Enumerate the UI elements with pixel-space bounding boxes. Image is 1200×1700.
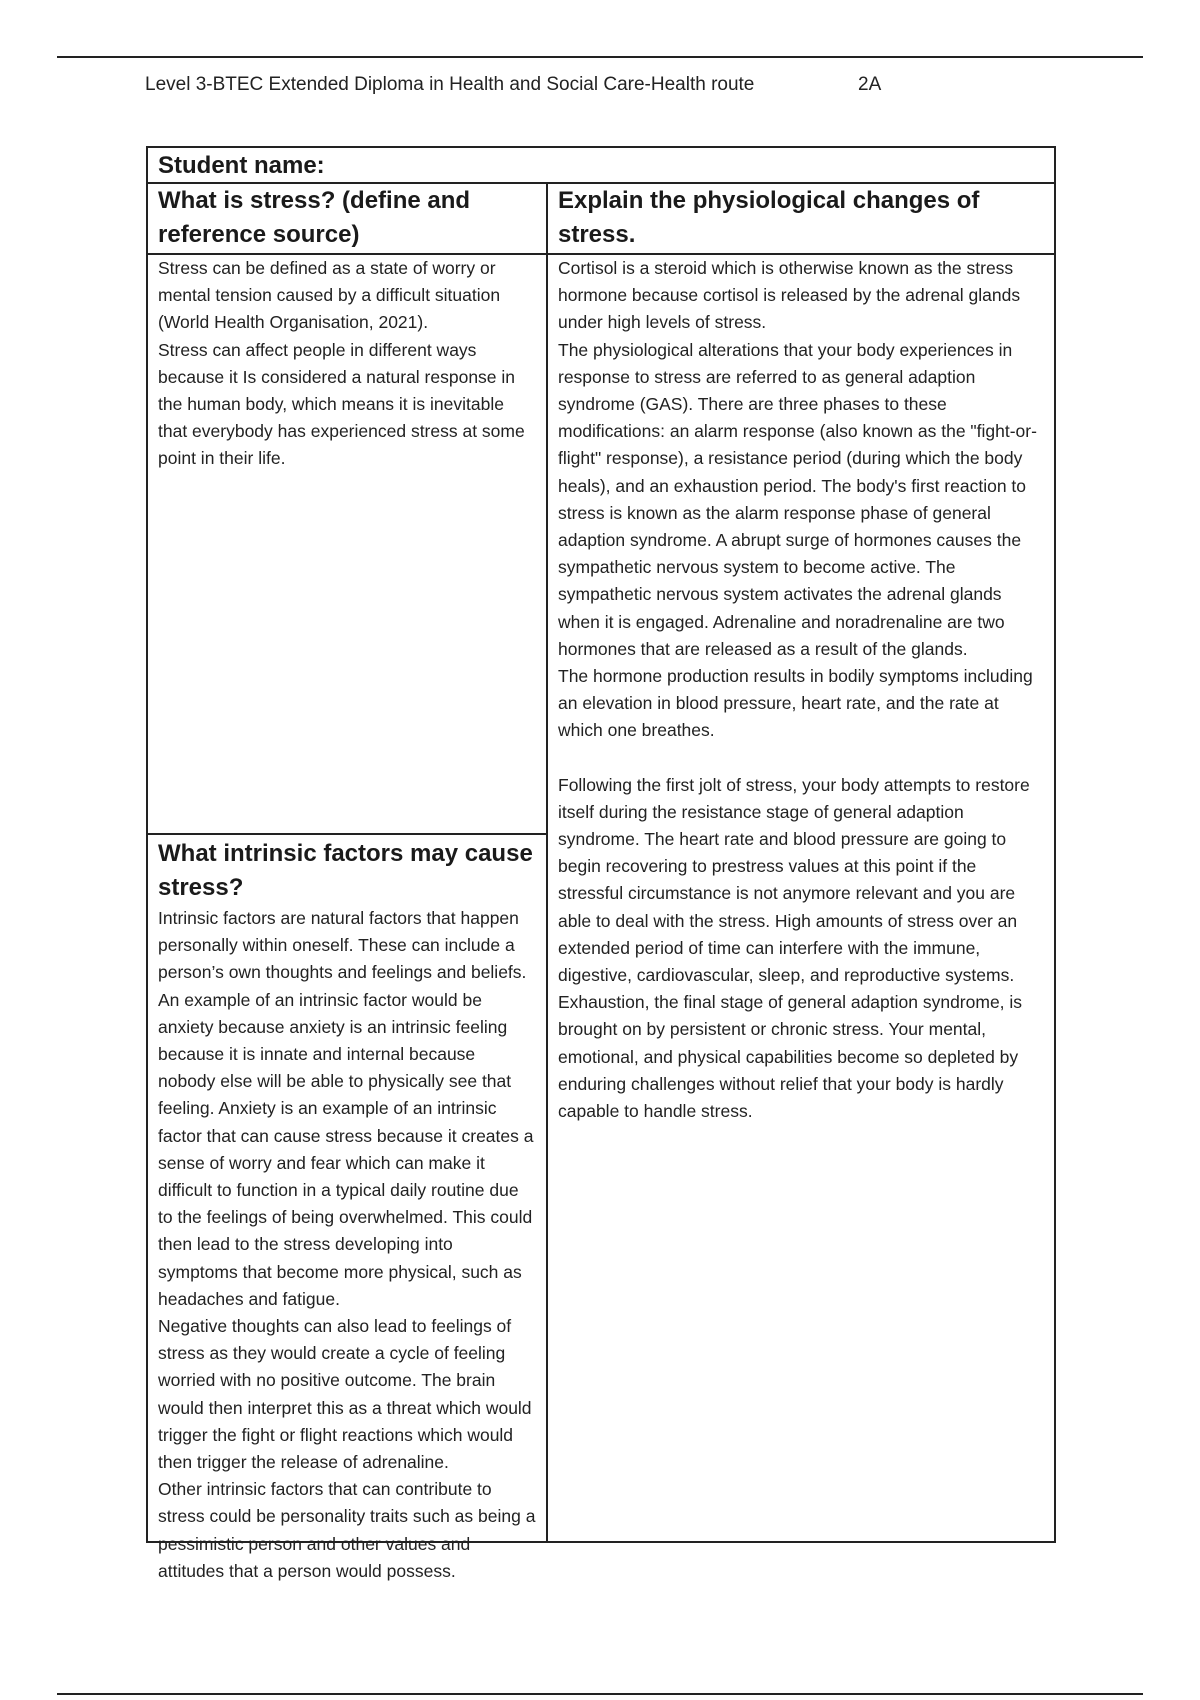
- intrinsic-factors-paragraph: Negative thoughts can also lead to feelings of stress as they would create a cycle of feeling worried with no positive outcome. The brain would then interpret this as a threat which would trigger the fight or flight reactions which would then trigger the release of adrenaline.: [158, 1316, 532, 1473]
- physiological-changes-cell: [548, 184, 1054, 1541]
- stress-definition-cell: [148, 184, 546, 835]
- physiological-changes-paragraph: Following the first jolt of stress, your body attempts to restore itself during the resistance stage of general adaption syndrome. The heart rate and blood pressure are going to begin recovering to prestress values at this point if the stressful circumstance is not anymore relevant and you are able to deal with the stress. High amounts of stress over an extended period of time can interfere with the immune, digestive, cardiovascular, sleep, and reproductive systems. Exhaustion, the final stage of general adaption syndrome, is brought on by persistent or chronic stress. Your mental, emotional, and physical capabilities become so depleted by enduring challenges without relief that your body is hardly capable to handle stress.: [558, 774, 1030, 1122]
- physiological-changes-paragraph: Cortisol is a steroid which is otherwise known as the stress hormone because cortisol is released by the adrenal glands under high levels of stress.: [558, 258, 1021, 333]
- stress-definition-paragraph: Stress can be defined as a state of worry or mental tension caused by a difficult situation (World Health Organisation, 2021).: [158, 258, 501, 333]
- stress-definition-paragraph: Stress can affect people in different ways because it Is considered a natural response in the human body, which means it is inevitable that everybody has experienced stress at some point in their life.: [158, 339, 525, 469]
- intrinsic-factors-heading: What intrinsic factors may cause stress?: [158, 840, 533, 901]
- intrinsic-factors-paragraph: Intrinsic factors are natural factors that happen personally within oneself. These can include a person’s own thoughts and feelings and beliefs. An example of an intrinsic factor would be anxiety because anxiety is an intrinsic feeling because it is innate and internal because nobody else will be able to physically see that feeling. Anxiety is an example of an intrinsic factor that can cause stress because it creates a sense of worry and fear which can make it difficult to function in a typical daily routine due to the feelings of being overwhelmed. This could then lead to the stress developing into symptoms that become more physical, such as headaches and fatigue.: [158, 908, 534, 1309]
- intrinsic-factors-cell: [148, 837, 546, 1581]
- top-rule: [57, 56, 1143, 58]
- physiological-changes-paragraph: The physiological alterations that your body experiences in response to stress are referred to as general adaption syndrome (GAS). There are three phases to these modifications: an alarm response (also known as the "fight-or-flight" response), a resistance period (during which the body heals), and an exhaustion period. The body's first reaction to stress is known as the alarm response phase of general adaption syndrome. A abrupt surge of hormones causes the sympathetic nervous system to become active. The sympathetic nervous system activates the adrenal glands when it is engaged. Adrenaline and noradrenaline are two hormones that are released as a result of the glands.: [558, 339, 1037, 659]
- student-name-label: Student name:: [148, 148, 1054, 184]
- physiological-changes-heading: Explain the physiological changes of stress.: [548, 184, 1054, 255]
- paragraph-spacer: [558, 745, 1044, 772]
- assignment-code: 2A: [858, 74, 882, 95]
- intrinsic-factors-paragraph: Other intrinsic factors that can contribute to stress could be personality traits such as being a pessimistic person and other values and attitudes that a person would possess.: [158, 1479, 536, 1581]
- worksheet-table: [146, 146, 1056, 1581]
- physiological-changes-paragraph: The hormone production results in bodily symptoms including an elevation in blood pressure, heart rate, and the rate at which one breathes.: [558, 666, 1033, 741]
- course-title: Level 3-BTEC Extended Diploma in Health and Social Care-Health route: [145, 74, 755, 95]
- stress-definition-heading: What is stress? (define and reference source): [148, 184, 546, 255]
- bottom-rule: [57, 1693, 1143, 1695]
